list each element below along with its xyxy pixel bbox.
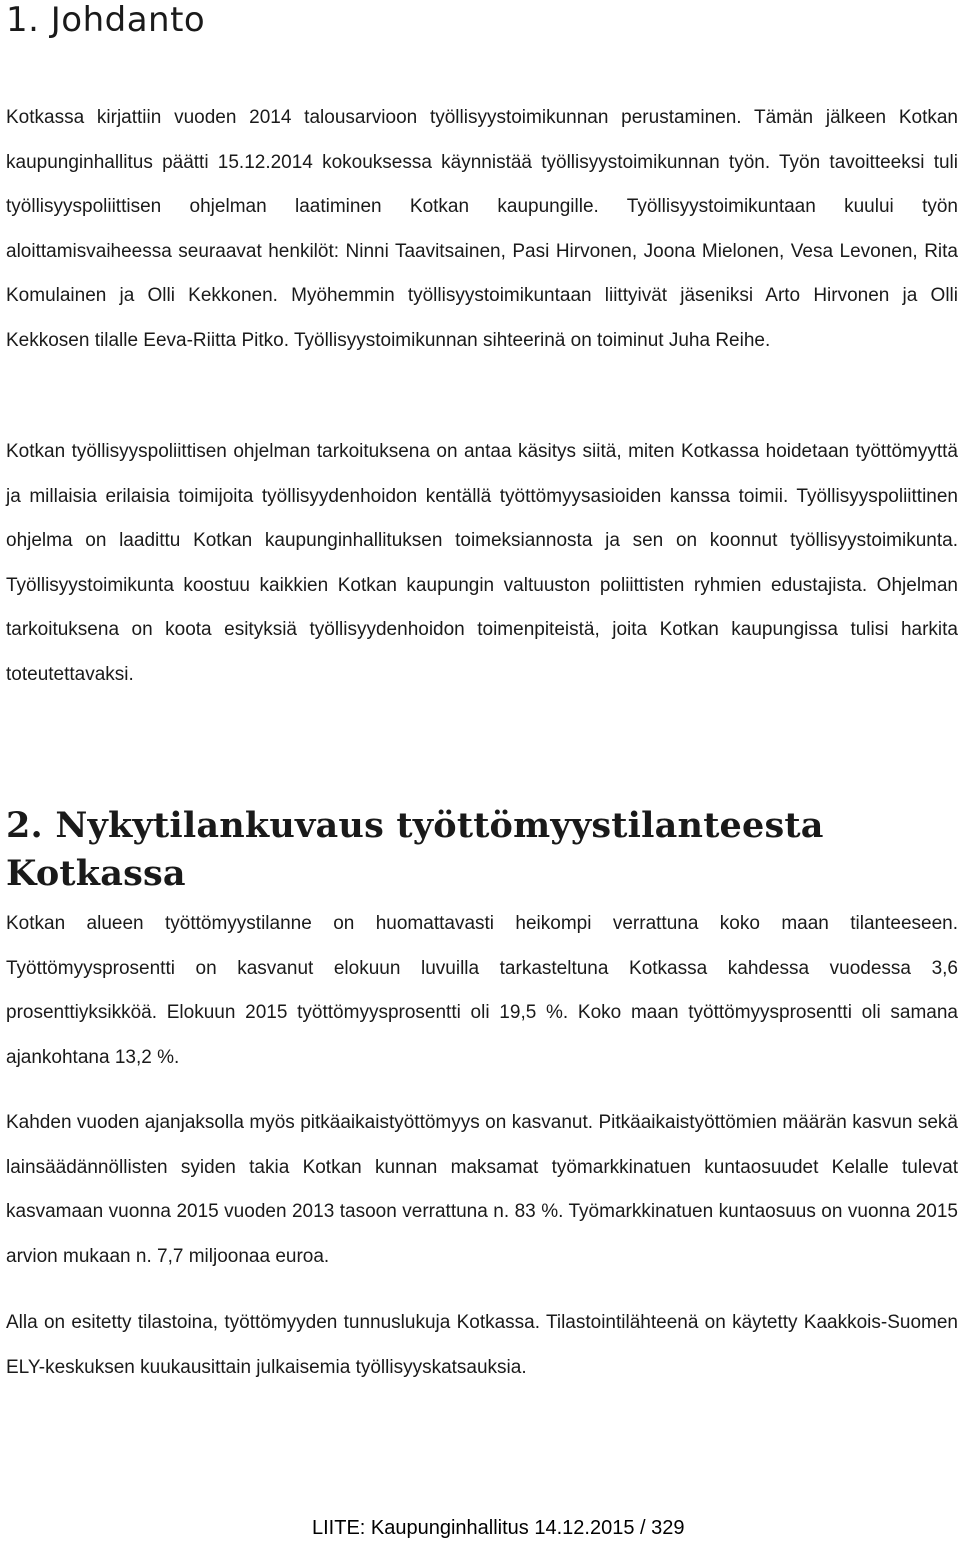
paragraph-status-2: Kahden vuoden ajanjaksolla myös pitkäaikaistyöttömyys on kasvanut. Pitkäaikaistyöttömien määrän kasvun sekä lainsäädännöllisten syiden takia Kotkan kunnan maksamat työmarkkinatuen kuntaosuudet Kelalle tulevat kasvamaan vuonna 2015 vuoden 2013 tasoon verrattuna n. 83 %. Työmarkkinatuen kuntaosuus on vuonna 2015 arvion mukaan n. 7,7 miljoonaa euroa. [6, 1112, 958, 1267]
section-heading-2: 2. Nykytilankuvaus työttömyystilanteesta Kotkassa [6, 805, 824, 894]
paragraph-status-1: Kotkan alueen työttömyystilanne on huomattavasti heikompi verrattuna koko maan tilanteeseen. Työttömyysprosentti on kasvanut elokuun luvuilla tarkasteltuna Kotkassa kahdessa vuodessa 3,6 prosenttiyksikköä. Elokuun 2015 työttömyysprosentti oli 19,5 %. Koko maan työttömyysprosentti oli samana ajankohtana 13,2 %. [6, 913, 958, 1068]
page-footer: LIITE: Kaupunginhallitus 14.12.2015 / 329 [312, 1517, 685, 1539]
paragraph-status-3: Alla on esitetty tilastoina, työttömyyden tunnuslukuja Kotkassa. Tilastointilähteenä on käytetty Kaakkois-Suomen ELY-keskuksen kuukausittain julkaisemia työllisyyskatsauksia. [6, 1312, 958, 1378]
section-heading-1: 1. Johdanto [6, 0, 206, 40]
paragraph-intro-2: Kotkan työllisyyspoliittisen ohjelman tarkoituksena on antaa käsitys siitä, miten Kotkassa hoidetaan työttömyyttä ja millaisia erilaisia toimijoita työllisyydenhoidon kentällä työttömyysasioiden kanssa toimii. Työllisyyspoliittinen ohjelma on laadittu Kotkan kaupunginhallituksen toimeksiannosta ja sen on koonnut työllisyystoimikunta. Työllisyystoimikunta koostuu kaikkien Kotkan kaupungin valtuuston poliittisten ryhmien edustajista. Ohjelman tarkoituksena on koota esityksiä työllisyydenhoidon toimenpiteistä, joita Kotkan kaupungissa tulisi harkita toteutettavaksi. [6, 441, 958, 685]
paragraph-intro-1: Kotkassa kirjattiin vuoden 2014 talousarvioon työllisyystoimikunnan perustaminen. Tämän jälkeen Kotkan kaupunginhallitus päätti 15.12.2014 kokouksessa käynnistää työllisyystoimikunnan työn. Työn tavoitteeksi tuli työllisyyspoliittisen ohjelman laatiminen Kotkan kaupungille. Työllisyystoimikuntaan kuului työn aloittamisvaiheessa seuraavat henkilöt: Ninni Taavitsainen, Pasi Hirvonen, Joona Mielonen, Vesa Levonen, Rita Komulainen ja Olli Kekkonen. Myöhemmin työllisyystoimikuntaan liittyivät jäseniksi Arto Hirvonen ja Olli Kekkosen tilalle Eeva-Riitta Pitko. Työllisyystoimikunnan sihteerinä on toiminut Juha Reihe. [6, 107, 958, 351]
